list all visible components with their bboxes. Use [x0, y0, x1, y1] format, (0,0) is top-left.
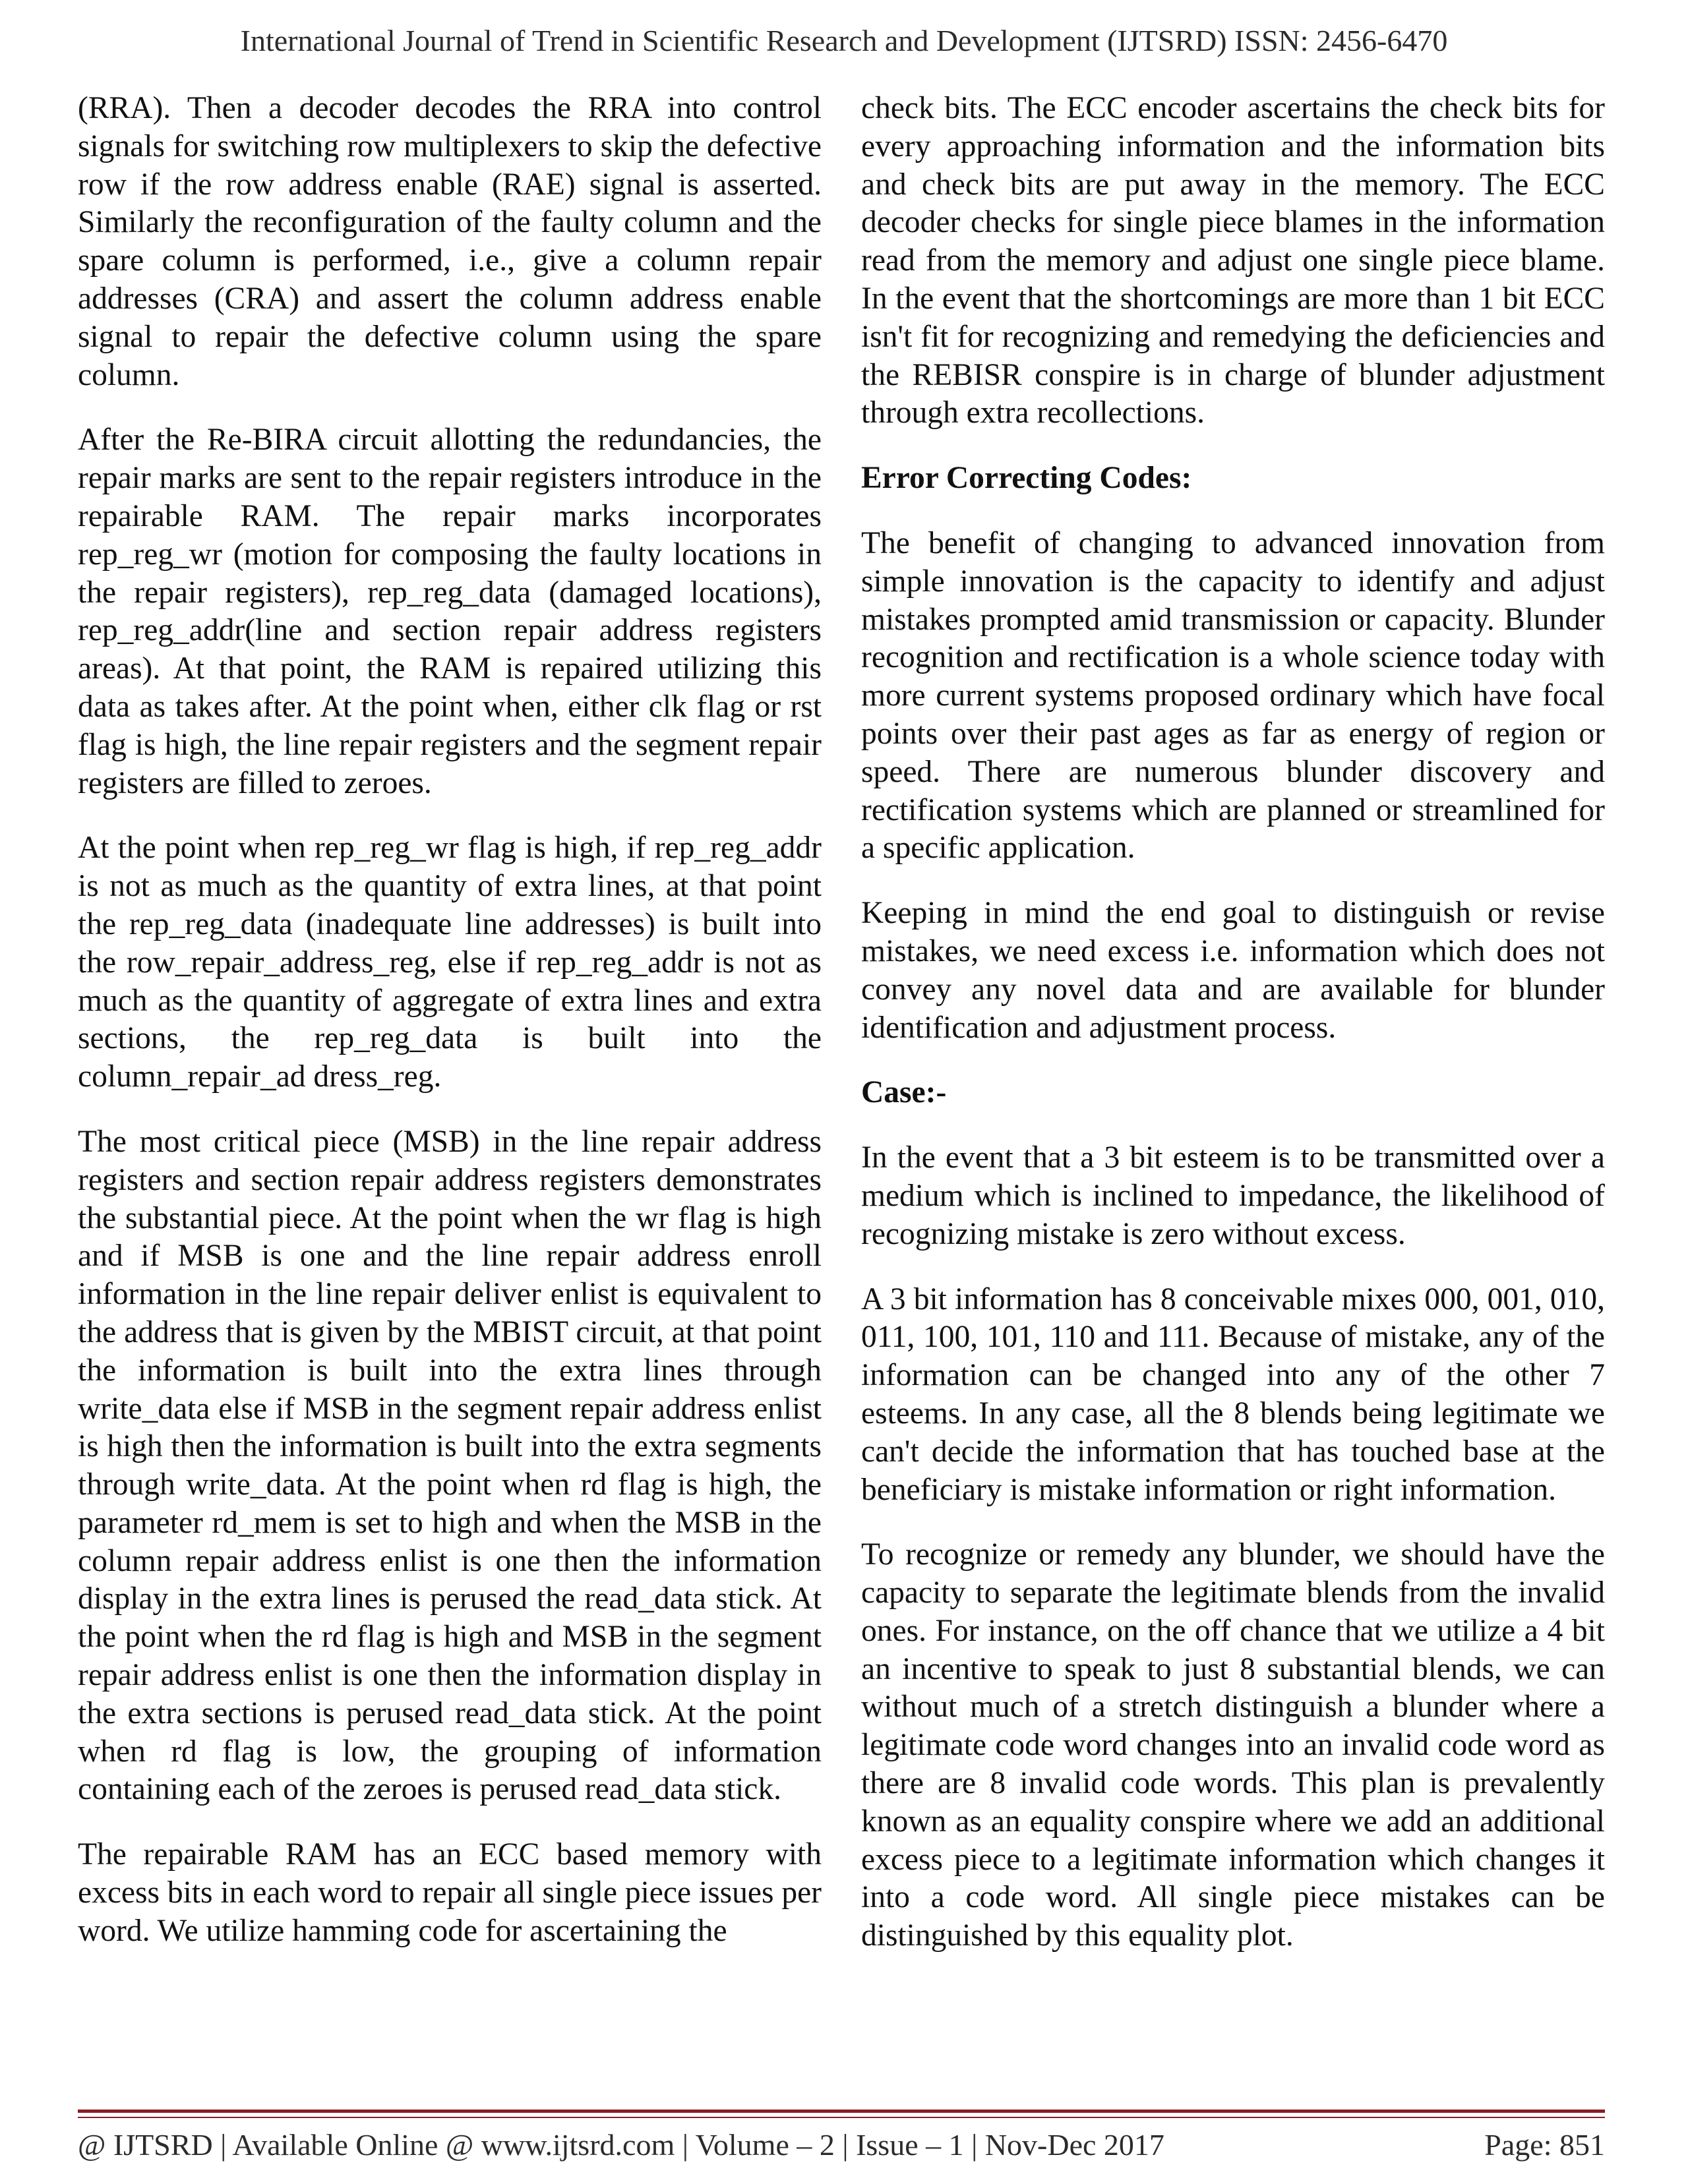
footer-info: @ IJTSRD | Available Online @ www.ijtsrd.com | Volume – 2 | Issue – 1 | Nov-Dec 2017: [78, 2128, 1164, 2162]
paragraph: After the Re-BIRA circuit allotting the redundancies, the repair marks are sent to the repair registers introduce in the repairable RAM. The repair marks incorporates rep_reg_wr (motion for composing the faulty locations in the repair registers), rep_reg_data (damaged locations), rep_reg_addr(line and section repair address registers areas). At that point, the RAM is repaired utilizing this data as takes after. At the point when, either clk flag or rst flag is high, the line repair registers and the segment repair registers are filled to zeroes.: [78, 423, 822, 800]
paragraph: A 3 bit information has 8 conceivable mixes 000, 001, 010, 011, 100, 101, 110 and 111. Because of mistake, any of the information can be changed into any of the other 7 esteems. In any case, all the 8 blends being legitimate we can't decide the information that has touched base at the beneficiary is mistake information or right information.: [861, 1282, 1605, 1507]
paragraph: Keeping in mind the end goal to distinguish or revise mistakes, we need excess i.e. information which does not convey any novel data and are available for blunder identification and adjustment process.: [861, 896, 1605, 1045]
footer-rule-thin: [78, 2117, 1605, 2118]
right-column: [861, 90, 1605, 1982]
section-heading: Case:-: [861, 1075, 947, 1110]
paragraph: To recognize or remedy any blunder, we should have the capacity to separate the legitimate blends from the invalid ones. For instance, on the off chance that we utilize a 4 bit an incentive to speak to just 8 substantial blends, we can without much of a stretch distinguish a blunder where a legitimate code word changes into an invalid code word as there are 8 invalid code words. This plan is prevalently known as an equality conspire where we add an additional excess piece to a legitimate information which changes it into a code word. All single piece mistakes can be distinguished by this equality plot.: [861, 1537, 1605, 1953]
paragraph: In the event that a 3 bit esteem is to be transmitted over a medium which is inclined to impedance, the likelihood of recognizing mistake is zero without excess.: [861, 1140, 1605, 1251]
paragraph: The benefit of changing to advanced innovation from simple innovation is the capacity to identify and adjust mistakes prompted amid transmission or capacity. Blunder recognition and rectification is a whole science today with more current systems proposed ordinary which have focal points over their past ages as far as energy of region or speed. There are numerous blunder discovery and rectification systems which are planned or streamlined for a specific application.: [861, 525, 1605, 866]
paragraph: At the point when rep_reg_wr flag is high, if rep_reg_addr is not as much as the quantity of extra lines, at that point the rep_reg_data (inadequate line addresses) is built into the row_repair_address_reg, else if rep_reg_addr is not as much as the quantity of aggregate of extra lines and extra sections, the rep_reg_data is built into the column_repair_ad dress_reg.: [78, 831, 822, 1094]
page-number: Page: 851: [1484, 2128, 1605, 2162]
paragraph: (RRA). Then a decoder decodes the RRA into control signals for switching row multiplexers to skip the defective row if the row address enable (RAE) signal is asserted. Similarly the reconfiguration of the faulty column and the spare column is performed, i.e., give a column repair addresses (CRA) and assert the column address enable signal to repair the defective column using the spare column.: [78, 91, 822, 392]
left-column: [78, 90, 822, 1978]
section-heading: Error Correcting Codes:: [861, 461, 1192, 496]
journal-header: International Journal of Trend in Scientific Research and Development (IJTSRD) ISSN: 2456-6470: [240, 24, 1448, 57]
footer-rule: [78, 2110, 1605, 2113]
paragraph: The repairable RAM has an ECC based memory with excess bits in each word to repair all single piece issues per word. We utilize hamming code for ascertaining the: [78, 1837, 822, 1948]
paragraph: check bits. The ECC encoder ascertains the check bits for every approaching information and the information bits and check bits are put away in the memory. The ECC decoder checks for single piece blames in the information read from the memory and adjust one single piece blame. In the event that the shortcomings are more than 1 bit ECC isn't fit for recognizing and remedying the deficiencies and the REBISR conspire is in charge of blunder adjustment through extra recollections.: [861, 91, 1605, 430]
paragraph: The most critical piece (MSB) in the line repair address registers and section repair address registers demonstrates the substantial piece. At the point when the wr flag is high and if MSB is one and the line repair address enroll information in the line repair deliver enlist is equivalent to the address that is given by the MBIST circuit, at that point the information is built into the extra lines through write_data else if MSB in the segment repair address enlist is high then the information is built into the extra segments through write_data. At the point when rd flag is high, the parameter rd_mem is set to high and when the MSB in the column repair address enlist is one then the information display in the extra lines is perused the read_data stick. At the point when the rd flag is high and MSB in the segment repair address enlist is one then the information display in the extra sections is perused read_data stick. At the point when rd flag is low, the grouping of information containing each of the zeroes is perused read_data stick.: [78, 1124, 822, 1807]
